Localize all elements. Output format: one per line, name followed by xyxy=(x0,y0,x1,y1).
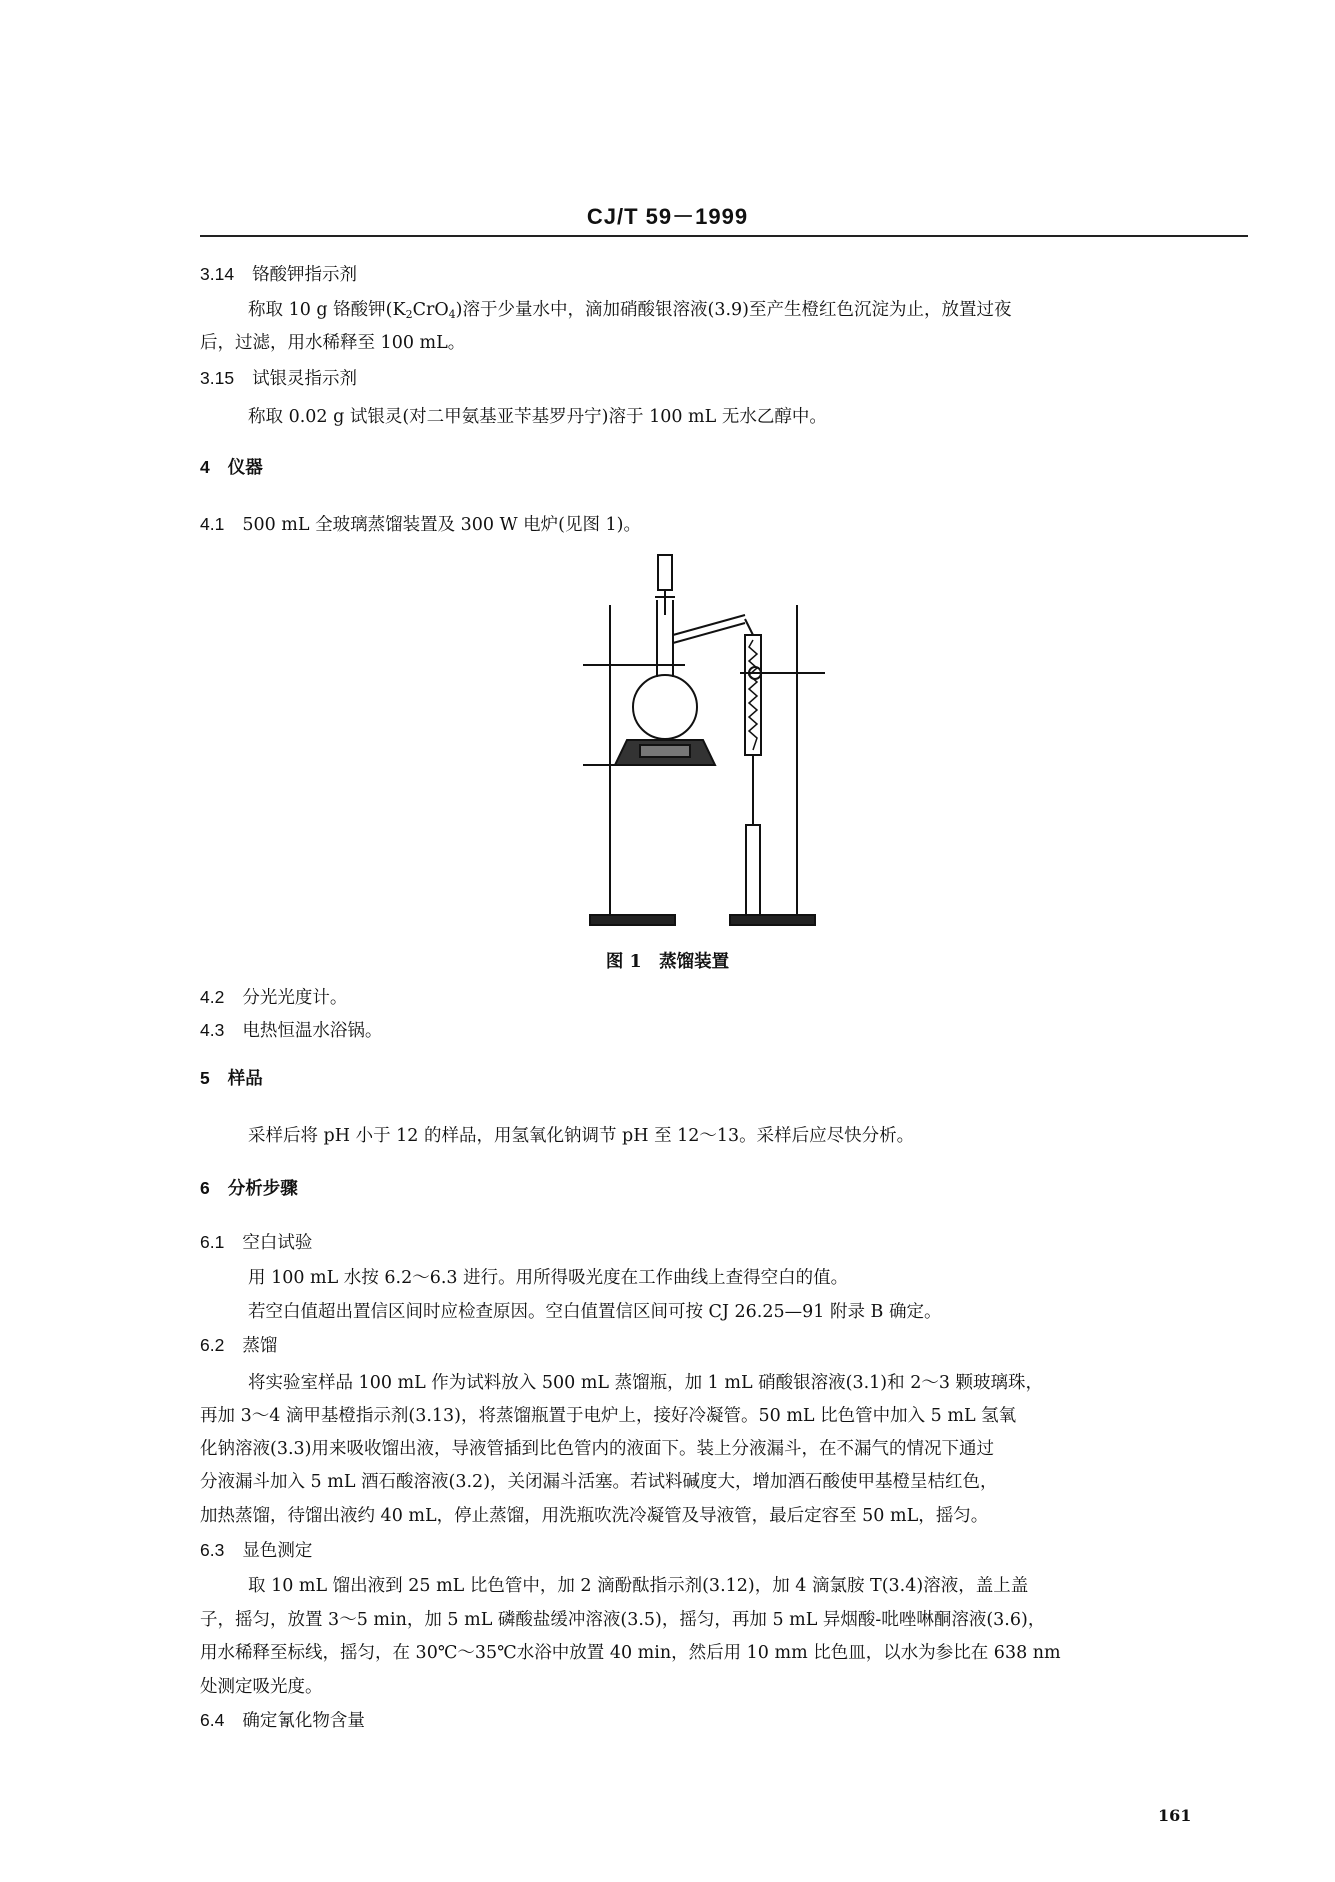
section-number: 4 xyxy=(200,457,210,477)
section-number: 6.1 xyxy=(200,1232,225,1252)
paragraph-line: 化钠溶液(3.3)用来吸收馏出液，导液管插到比色管内的液面下。装上分液漏斗，在不漏气的情况下通过 xyxy=(200,1439,994,1459)
section-title: 分析步骤 xyxy=(227,1179,298,1199)
paragraph-line: 处测定吸光度。 xyxy=(200,1677,323,1697)
header-rule xyxy=(200,235,1248,237)
text-run: 称取 10 g 铬酸钾(K xyxy=(248,300,406,320)
section-6-4-heading xyxy=(200,1708,365,1733)
paragraph-line: 子，摇匀，放置 3～5 min，加 5 mL 磷酸盐缓冲溶液(3.5)，摇匀，再加 5 mL 异烟酸-吡唑啉酮溶液(3.6)， xyxy=(200,1610,1046,1630)
distillation-flask xyxy=(633,600,745,739)
paragraph-line: 将实验室样品 100 mL 作为试料放入 500 mL 蒸馏瓶，加 1 mL 硝酸银溶液(3.1)和 2～3 颗玻璃珠， xyxy=(248,1373,1044,1393)
section-title: 空白试验 xyxy=(242,1233,313,1253)
section-6-3-heading xyxy=(200,1538,312,1563)
section-title: 铬酸钾指示剂 xyxy=(252,265,358,285)
section-number: 4.1 xyxy=(200,514,225,534)
section-title: 试银灵指示剂 xyxy=(252,369,358,389)
paragraph-line: 分液漏斗加入 5 mL 酒石酸溶液(3.2)，关闭漏斗活塞。若试料碱度大，增加酒石酸使甲基橙呈桔红色， xyxy=(200,1472,998,1492)
section-number: 6.2 xyxy=(200,1335,225,1355)
section-3-15-heading xyxy=(200,366,357,391)
subscript: 2 xyxy=(405,308,413,321)
section-number: 4.3 xyxy=(200,1020,225,1040)
document-header: CJ/T 59－1999 xyxy=(586,204,749,229)
paragraph-line: 后，过滤，用水稀释至 100 mL。 xyxy=(200,333,466,353)
section-number: 4.2 xyxy=(200,987,225,1007)
section-title: 仪器 xyxy=(227,458,263,478)
section-6-heading xyxy=(200,1176,298,1201)
colorimetric-tube xyxy=(746,825,760,915)
text-run: CrO xyxy=(412,300,449,320)
section-number: 3.14 xyxy=(200,264,235,284)
section-number: 5 xyxy=(200,1068,210,1088)
section-text: 500 mL 全玻璃蒸馏装置及 300 W 电炉(见图 1)。 xyxy=(242,515,641,535)
section-number: 3.15 xyxy=(200,368,235,388)
section-3-14-heading xyxy=(200,262,357,287)
text-run: )溶于少量水中，滴加硝酸银溶液(3.9)至产生橙红色沉淀为止，放置过夜 xyxy=(455,300,1012,320)
section-title: 蒸馏 xyxy=(242,1336,278,1356)
paragraph-line xyxy=(248,298,1011,327)
figure-caption: 图 1 蒸馏装置 xyxy=(605,952,730,972)
section-text: 分光光度计。 xyxy=(242,988,348,1008)
section-number: 6 xyxy=(200,1178,210,1198)
section-4-heading xyxy=(200,455,263,480)
section-title: 样品 xyxy=(227,1069,263,1089)
section-number: 6.4 xyxy=(200,1710,225,1730)
paragraph-line: 称取 0.02 g 试银灵(对二甲氨基亚苄基罗丹宁)溶于 100 mL 无水乙醇中。 xyxy=(248,407,827,427)
section-title: 确定氰化物含量 xyxy=(242,1711,365,1731)
section-4-1 xyxy=(200,512,641,537)
paragraph-line: 取 10 mL 馏出液到 25 mL 比色管中，加 2 滴酚酞指示剂(3.12)，加 4 滴氯胺 T(3.4)溶液，盖上盖 xyxy=(248,1576,1029,1596)
section-5-heading xyxy=(200,1066,263,1091)
paragraph-line: 若空白值超出置信区间时应检查原因。空白值置信区间可按 CJ 26.25—91 附录 B 确定。 xyxy=(248,1302,942,1322)
section-number: 6.3 xyxy=(200,1540,225,1560)
section-4-2 xyxy=(200,985,347,1010)
page-number: 161 xyxy=(1158,1806,1192,1825)
paragraph-line: 采样后将 pH 小于 12 的样品，用氢氧化钠调节 pH 至 12～13。采样后应尽快分析。 xyxy=(248,1126,915,1146)
paragraph-line: 用水稀释至标线，摇匀，在 30℃～35℃水浴中放置 40 min，然后用 10 mm 比色皿，以水为参比在 638 nm xyxy=(200,1643,1061,1663)
section-6-1-heading xyxy=(200,1230,312,1255)
paragraph-line: 用 100 mL 水按 6.2～6.3 进行。用所得吸光度在工作曲线上查得空白的值。 xyxy=(248,1268,849,1288)
condenser xyxy=(745,619,761,825)
section-4-3 xyxy=(200,1018,382,1043)
subscript: 4 xyxy=(448,308,456,321)
paragraph-line: 加热蒸馏，待馏出液约 40 mL，停止蒸馏，用洗瓶吹洗冷凝管及导液管，最后定容至 50 mL，摇匀。 xyxy=(200,1506,989,1526)
section-title: 显色测定 xyxy=(242,1541,313,1561)
electric-heater xyxy=(615,740,715,765)
section-text: 电热恒温水浴锅。 xyxy=(242,1021,383,1041)
paragraph-line: 再加 3～4 滴甲基橙指示剂(3.13)，将蒸馏瓶置于电炉上，接好冷凝管。50 mL 比色管中加入 5 mL 氢氧 xyxy=(200,1406,1017,1426)
distillation-apparatus-figure xyxy=(565,545,865,945)
section-6-2-heading xyxy=(200,1333,277,1358)
